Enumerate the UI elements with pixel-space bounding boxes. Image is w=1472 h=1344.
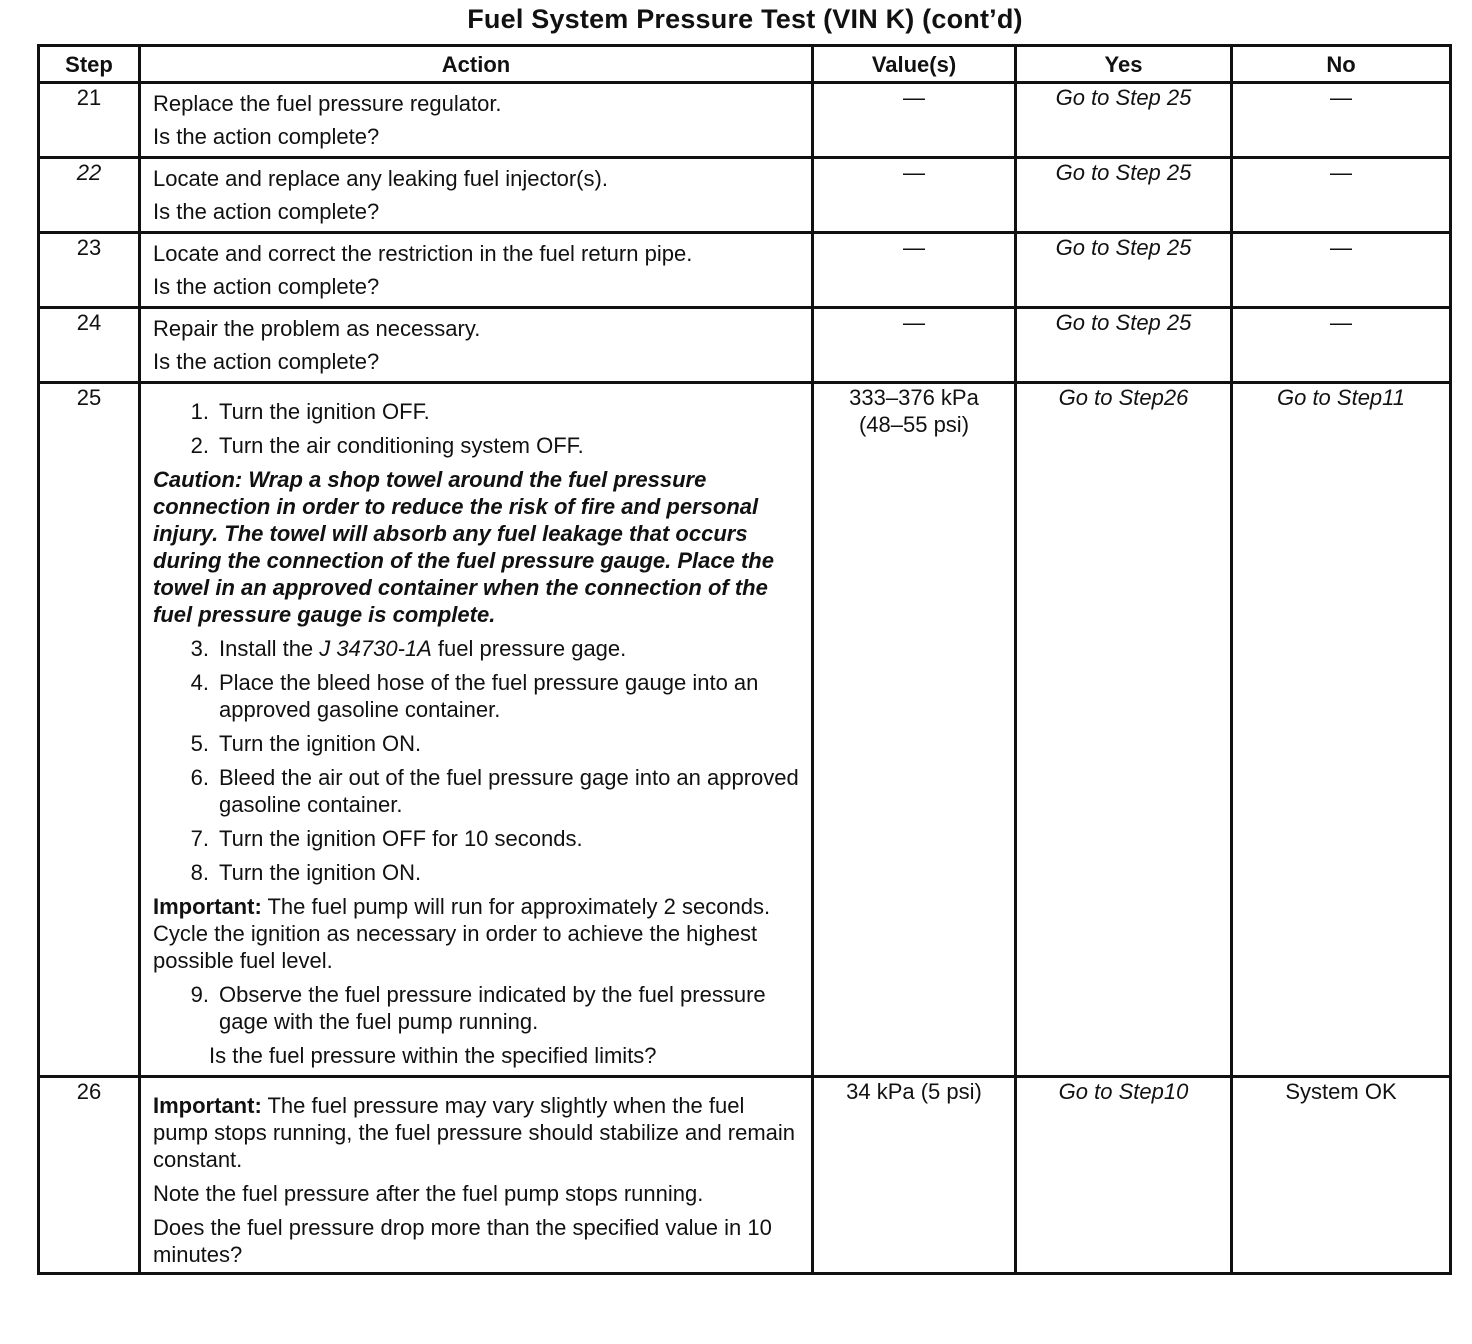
action-text: Replace the fuel pressure regulator. <box>153 91 502 116</box>
step-number: 21 <box>39 83 140 158</box>
action-cell <box>140 83 813 158</box>
header-yes: Yes <box>1016 46 1232 83</box>
no-cell: Go to Step11 <box>1232 383 1451 1077</box>
action-cell <box>140 383 813 1077</box>
value-cell: — <box>813 308 1016 383</box>
yes-cell: Go to Step 25 <box>1016 308 1232 383</box>
step-number: 25 <box>39 383 140 1077</box>
action-question: Is the action complete? <box>153 124 380 149</box>
yes-cell: Go to Step 25 <box>1016 83 1232 158</box>
yes-cell: Go to Step10 <box>1016 1077 1232 1274</box>
list-item: 3. Install the J 34730-1A fuel pressure gage. <box>190 636 627 661</box>
yes-cell: Go to Step 25 <box>1016 158 1232 233</box>
action-text: Repair the problem as necessary. <box>153 316 481 341</box>
header-action: Action <box>140 46 813 83</box>
step-number: 26 <box>39 1077 140 1274</box>
table-row <box>39 233 1451 308</box>
action-question: Is the action complete? <box>153 274 380 299</box>
header-no: No <box>1232 46 1451 83</box>
value-cell: 34 kPa (5 psi) <box>813 1077 1016 1274</box>
list-item: 9. Observe the fuel pressure indicated by the fuel pressure gage with the fuel pump running. <box>190 982 766 1034</box>
step-list <box>153 398 801 459</box>
step-number: 24 <box>39 308 140 383</box>
important-note: Important: The fuel pump will run for approximately 2 seconds. Cycle the ignition as necessary in order to achieve the highest possible fuel level. <box>153 894 771 973</box>
no-cell: System OK <box>1232 1077 1451 1274</box>
no-cell: — <box>1232 83 1451 158</box>
action-question: Does the fuel pressure drop more than the specified value in 10 minutes? <box>153 1215 772 1267</box>
no-cell: — <box>1232 233 1451 308</box>
important-note: Important: The fuel pressure may vary slightly when the fuel pump stops running, the fuel pressure should stabilize and remain constant. <box>153 1093 796 1172</box>
action-cell <box>140 308 813 383</box>
action-question: Is the action complete? <box>153 199 380 224</box>
list-item: 8. Turn the ignition ON. <box>190 860 422 885</box>
value-psi: (48–55 psi) <box>858 412 970 437</box>
yes-cell: Go to Step26 <box>1016 383 1232 1077</box>
list-item: 4. Place the bleed hose of the fuel pressure gauge into an approved gasoline container. <box>190 670 759 722</box>
page-title: Fuel System Pressure Test (VIN K) (cont’d) <box>467 4 1023 34</box>
step-list <box>153 981 801 1035</box>
header-values: Value(s) <box>813 46 1016 83</box>
procedure-table <box>37 44 1452 1275</box>
no-cell: — <box>1232 158 1451 233</box>
action-cell <box>140 1077 813 1274</box>
list-item: 7. Turn the ignition OFF for 10 seconds. <box>190 826 583 851</box>
list-item: 6. Bleed the air out of the fuel pressure gage into an approved gasoline container. <box>190 765 799 817</box>
value-kpa: 333–376 kPa <box>849 385 979 410</box>
no-cell: — <box>1232 308 1451 383</box>
action-text: Note the fuel pressure after the fuel pump stops running. <box>153 1181 704 1206</box>
step-list <box>153 635 801 886</box>
step-number: 22 <box>39 158 140 233</box>
header-step: Step <box>39 46 140 83</box>
table-row <box>39 383 1451 1077</box>
table-row <box>39 1077 1451 1274</box>
value-cell: — <box>813 233 1016 308</box>
list-item: 5. Turn the ignition ON. <box>190 731 422 756</box>
action-cell <box>140 158 813 233</box>
table-row <box>39 308 1451 383</box>
step-number: 23 <box>39 233 140 308</box>
yes-cell: Go to Step 25 <box>1016 233 1232 308</box>
caution-note: Caution: Wrap a shop towel around the fuel pressure connection in order to reduce the risk of fire and personal injury. The towel will absorb any fuel leakage that occurs during the connection of the fuel pressure gauge. Place the towel in an approved container when the connection of the fuel pressure gauge is complete. <box>153 467 774 627</box>
list-item: 1. Turn the ignition OFF. <box>190 399 430 424</box>
action-question: Is the fuel pressure within the specified limits? <box>209 1043 657 1068</box>
action-question: Is the action complete? <box>153 349 380 374</box>
value-cell: — <box>813 158 1016 233</box>
value-cell: — <box>813 83 1016 158</box>
table-row <box>39 158 1451 233</box>
action-text: Locate and correct the restriction in the fuel return pipe. <box>153 241 693 266</box>
table-row <box>39 83 1451 158</box>
action-cell <box>140 233 813 308</box>
tool-number: J 34730-1A <box>319 636 432 661</box>
list-item: 2. Turn the air conditioning system OFF. <box>190 433 584 458</box>
action-text: Locate and replace any leaking fuel injector(s). <box>153 166 608 191</box>
value-cell <box>813 383 1016 1077</box>
header-row <box>39 46 1451 83</box>
